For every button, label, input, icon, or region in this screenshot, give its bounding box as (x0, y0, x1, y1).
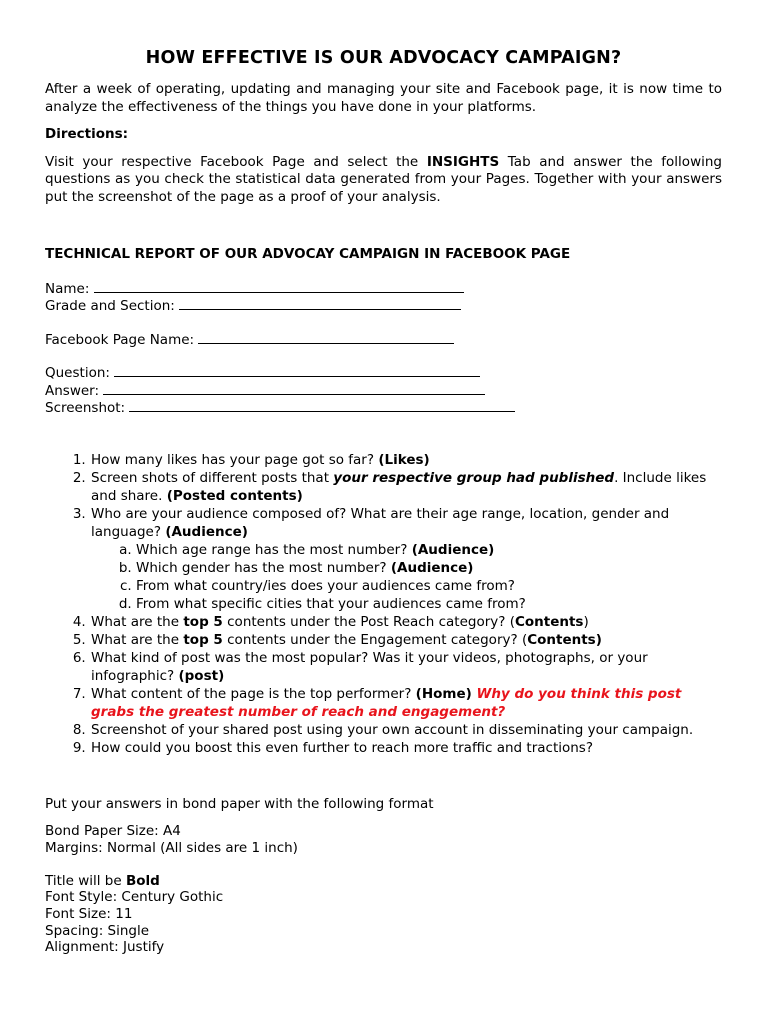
q3b-tag: (Audience) (390, 559, 474, 576)
question-label: Question: (45, 365, 110, 381)
intro-paragraph: After a week of operating, updating and managing your site and Facebook page, it is now time to analyze the effectiveness of the things you have done in your platforms. (45, 81, 722, 115)
answer-label: Answer: (45, 382, 100, 399)
q5-bold: top 5 (183, 631, 223, 648)
screenshot-label: Screenshot: (45, 400, 126, 416)
q4-tag: Contents (514, 613, 584, 630)
report-heading: TECHNICAL REPORT OF OUR ADVOCAY CAMPAIGN IN FACEBOOK PAGE (45, 246, 571, 262)
name-blank-line (94, 280, 464, 293)
fb-page-name-blank-line (198, 331, 454, 344)
q2-text-a: Screen shots of different posts that (91, 469, 334, 486)
question-item-1 (90, 451, 722, 469)
format-title-prefix: Title will be (45, 872, 126, 889)
format-instructions (45, 796, 722, 957)
q7-text: What content of the page is the top performer? (91, 685, 416, 702)
q5-text-a: What are the (91, 631, 184, 648)
question-item-6 (90, 649, 722, 685)
format-paper-size: Bond Paper Size: A4 (45, 823, 181, 840)
format-intro: Put your answers in bond paper with the following format (45, 795, 434, 812)
format-margins: Margins: Normal (All sides are 1 inch) (45, 839, 298, 856)
question-item-2 (90, 469, 722, 505)
format-title-bold: Bold (125, 872, 160, 889)
question-3-sublist (91, 541, 722, 613)
student-fields (45, 280, 722, 315)
screenshot-blank-line (129, 399, 515, 412)
page-title: HOW EFFECTIVE IS OUR ADVOCACY CAMPAIGN? (145, 48, 622, 68)
q3-tag: (Audience) (165, 523, 248, 540)
name-label: Name: (45, 280, 90, 297)
name-field (45, 280, 722, 298)
q2-emphasis: your respective group had published (333, 469, 615, 486)
answer-field (45, 382, 722, 400)
q3c-text: From what country/ies does your audiences came from? (136, 577, 515, 594)
q9-text: How could you boost this even further to reach more traffic and tractions? (91, 739, 593, 756)
q7-red-emphasis: Why do you think this post grabs the greatest number of reach and engagement? (91, 685, 682, 720)
q3b-text: Which gender has the most number? (136, 559, 391, 576)
question-item-7 (90, 685, 722, 721)
question-item-8 (90, 721, 722, 739)
q4-text-b: contents under the Post Reach category? ( (222, 613, 515, 630)
q2-tag: (Posted contents) (166, 487, 303, 504)
question-field (45, 364, 722, 382)
grade-section-label: Grade and Section: (45, 298, 175, 314)
directions-text-2: Tab and answer the following questions as you check the statistical data generated from your Pages. Together with your answers put the screenshot of the page as a proof of your analysis. (45, 153, 722, 205)
q2-text-b: . Include likes and share. (91, 469, 707, 504)
answer-blank-line (103, 382, 485, 395)
q8-text: Screenshot of your shared post using your own account in disseminating your campaign. (91, 721, 694, 738)
insights-keyword: INSIGHTS (426, 153, 500, 170)
q3d-text: From what specific cities that your audiences came from? (136, 595, 526, 612)
format-alignment: Alignment: Justify (45, 939, 165, 956)
format-spacing: Spacing: Single (45, 922, 150, 939)
fb-page-name-field (45, 331, 722, 349)
q5-text-b: contents under the Engagement category? ( (222, 631, 528, 648)
question-item-3a (136, 541, 722, 559)
question-item-3d (136, 595, 722, 613)
format-title-line (45, 873, 722, 890)
q3a-tag: (Audience) (411, 541, 495, 558)
directions-heading: Directions: (45, 126, 129, 142)
q4-bold: top 5 (183, 613, 223, 630)
question-item-3c (136, 577, 722, 595)
format-font-style: Font Style: Century Gothic (45, 889, 224, 906)
grade-section-blank-line (179, 297, 461, 310)
question-item-4 (90, 613, 722, 631)
q7-tag: (Home) (415, 685, 472, 702)
fb-page-name-label: Facebook Page Name: (45, 331, 195, 348)
q3a-text: Which age range has the most number? (136, 541, 412, 558)
question-item-9 (90, 739, 722, 757)
q5-tag: Contents) (527, 631, 602, 648)
q4-text-a: What are the (91, 613, 184, 630)
q1-text: How many likes has your page got so far? (91, 451, 379, 468)
format-font-size: Font Size: 11 (45, 906, 133, 923)
q4-close: ) (583, 613, 589, 630)
question-item-5 (90, 631, 722, 649)
facebook-page-field-block (45, 331, 722, 349)
directions-text-1: Visit your respective Facebook Page and select the (45, 153, 427, 170)
question-blank-line (114, 364, 480, 377)
q3-text: Who are your audience composed of? What are their age range, location, gender and language? (91, 505, 670, 540)
grade-section-field (45, 297, 722, 315)
question-item-3 (90, 505, 722, 613)
q1-tag: (Likes) (378, 451, 430, 468)
screenshot-field (45, 399, 722, 417)
question-item-3b (136, 559, 722, 577)
questions-list (45, 451, 722, 757)
q6-tag: (post) (178, 667, 225, 684)
qa-fields (45, 364, 722, 417)
q6-text: What kind of post was the most popular? Was it your videos, photographs, or your infographic? (91, 649, 648, 684)
directions-paragraph (45, 154, 722, 207)
